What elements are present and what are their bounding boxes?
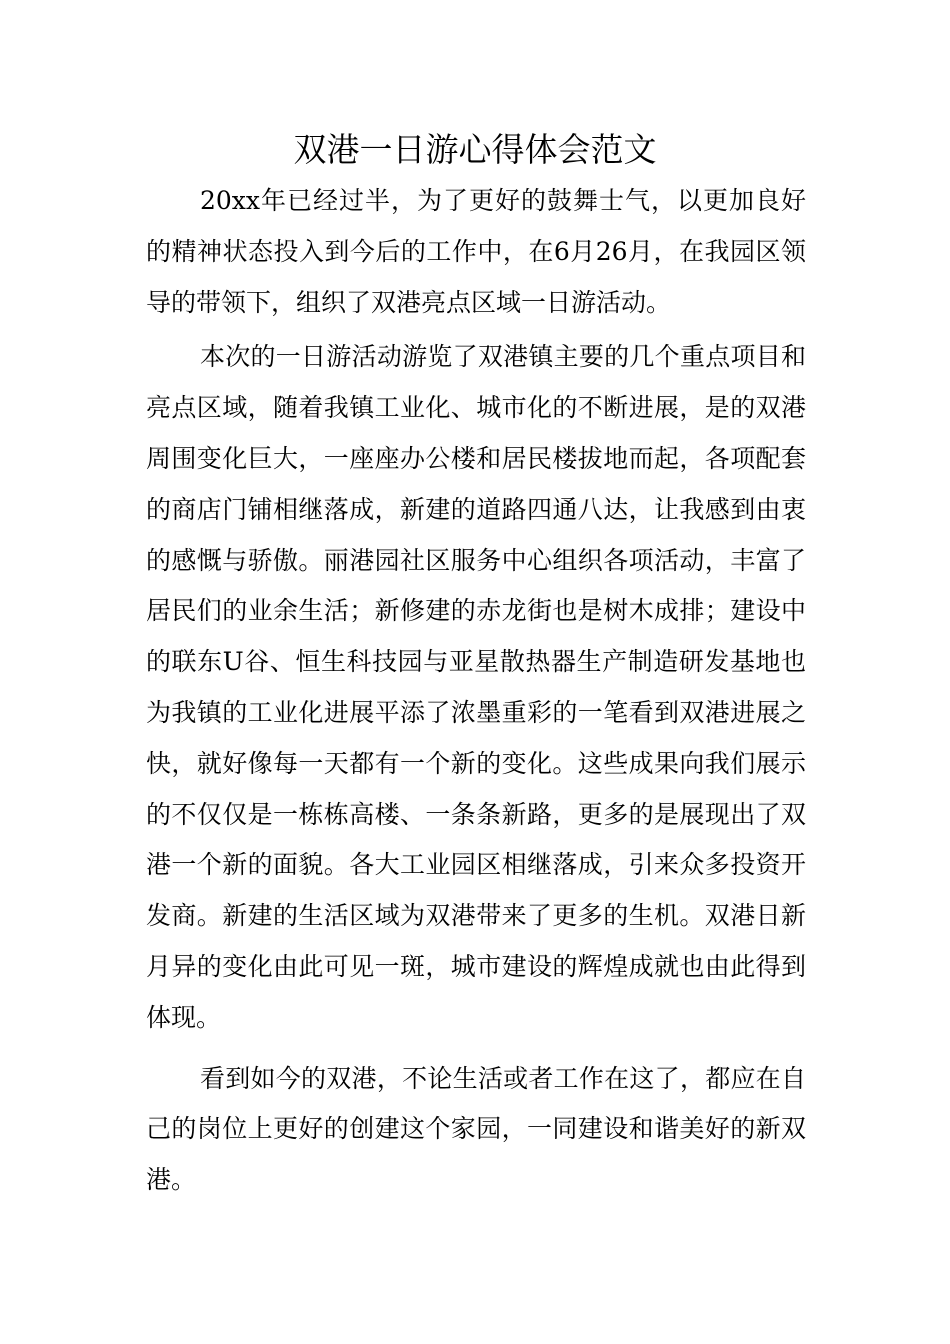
document-title: 双港一日游心得体会范文 xyxy=(293,130,657,169)
paragraph-2: 本次的一日游活动游览了双港镇主要的几个重点项目和亮点区域，随着我镇工业化、城市化的不断进展，是的双港周围变化巨大，一座座办公楼和居民楼拔地而起，各项配套的商店门铺相继落成，新建的道路四通八达，让我感到由衷的感慨与骄傲。丽港园社区服务中心组织各项活动，丰富了居民们的业余生活；新修建的赤龙街也是树木成排；建设中的联东U谷、恒生科技园与亚星散热器生产制造研发基地也为我镇的工业化进展平添了浓墨重彩的一笔看到双港进展之快，就好像每一天都有一个新的变化。这些成果向我们展示的不仅仅是一栋栋高楼、一条条新路，更多的是展现出了双港一个新的面貌。各大工业园区相继落成，引来众多投资开发商。新建的生活区域为双港带来了更多的生机。双港日新月异的变化由此可见一斑，城市建设的辉煌成就也由此得到体现。 xyxy=(146,342,806,1032)
paragraph-3: 看到如今的双港，不论生活或者工作在这了，都应在自己的岗位上更好的创建这个家园，一同建设和谐美好的新双港。 xyxy=(146,1063,806,1195)
paragraph-1: 20xx年已经过半，为了更好的鼓舞士气，以更加良好的精神状态投入到今后的工作中，在6月26月，在我园区领导的带领下，组织了双港亮点区域一日游活动。 xyxy=(146,186,806,317)
document-body xyxy=(146,176,806,1206)
